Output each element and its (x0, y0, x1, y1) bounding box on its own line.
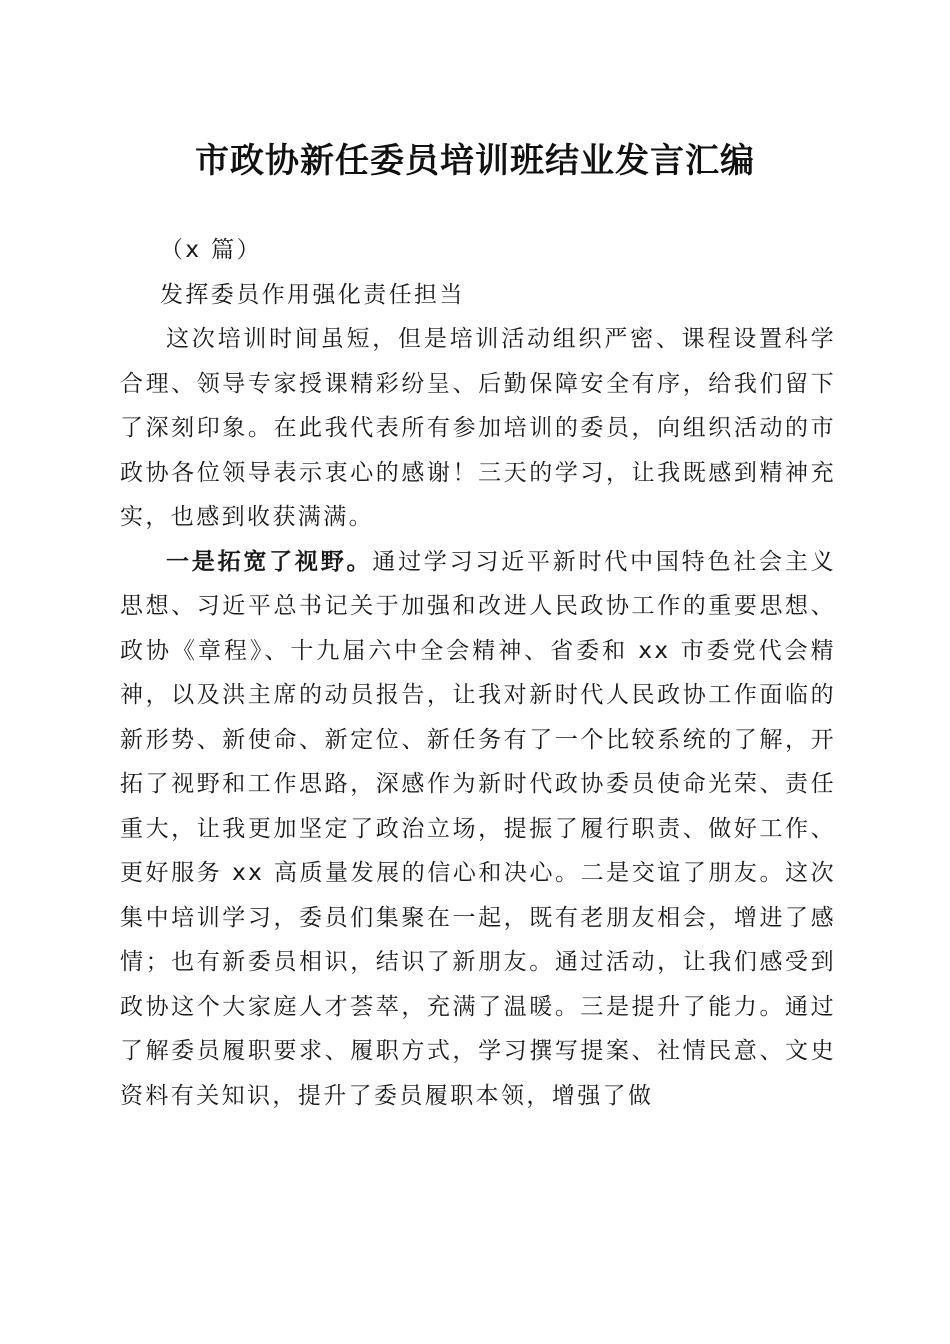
paragraph-2 (120, 540, 836, 1119)
section-heading: 发挥委员作用强化责任担当 (160, 281, 465, 308)
document-body (120, 228, 836, 1118)
document-title: 市政协新任委员培训班结业发言汇编 (195, 141, 755, 181)
paragraph-1: 这次培训时间虽短，但是培训活动组织严密、课程设置科学合理、领导专家授课精彩纷呈、后勤保障安全有序，给我们留下了深刻印象。在此我代表所有参加培训的委员，向组织活动的市政协各位领导表示衷心的感谢！三天的学习，让我既感到精神充实，也感到收获满满。 (120, 326, 836, 530)
count-note: （x 篇） (160, 237, 262, 263)
paragraph-2-body: 通过学习习近平新时代中国特色社会主义思想、习近平总书记关于加强和改进人民政协工作的重要思想、政协《章程》、十九届六中全会精神、省委和 xx 市委党代会精神，以及洪主席的动员报告，让我对新时代人民政协工作面临的新形势、新使命、新定位、新任务有了一个比较系统的了解，开拓了视野和工作思路，深感作为新时代政协委员使命光荣、责任重大，让我更加坚定了政治立场，提振了履行职责、做好工作、更好服务 xx 高质量发展的信心和决心。二是交谊了朋友。这次集中培训学习，委员们集聚在一起，既有老朋友相会，增进了感情；也有新委员相识，结识了新朋友。通过活动，让我们感受到政协这个大家庭人才荟萃，充满了温暖。三是提升了能力。通过了解委员履职要求、履职方式，学习撰写提案、社情民意、文史资料有关知识，提升了委员履职本领，增强了做 (120, 548, 837, 1109)
paragraph-2-lead: 一是拓宽了视野。 (166, 548, 373, 575)
